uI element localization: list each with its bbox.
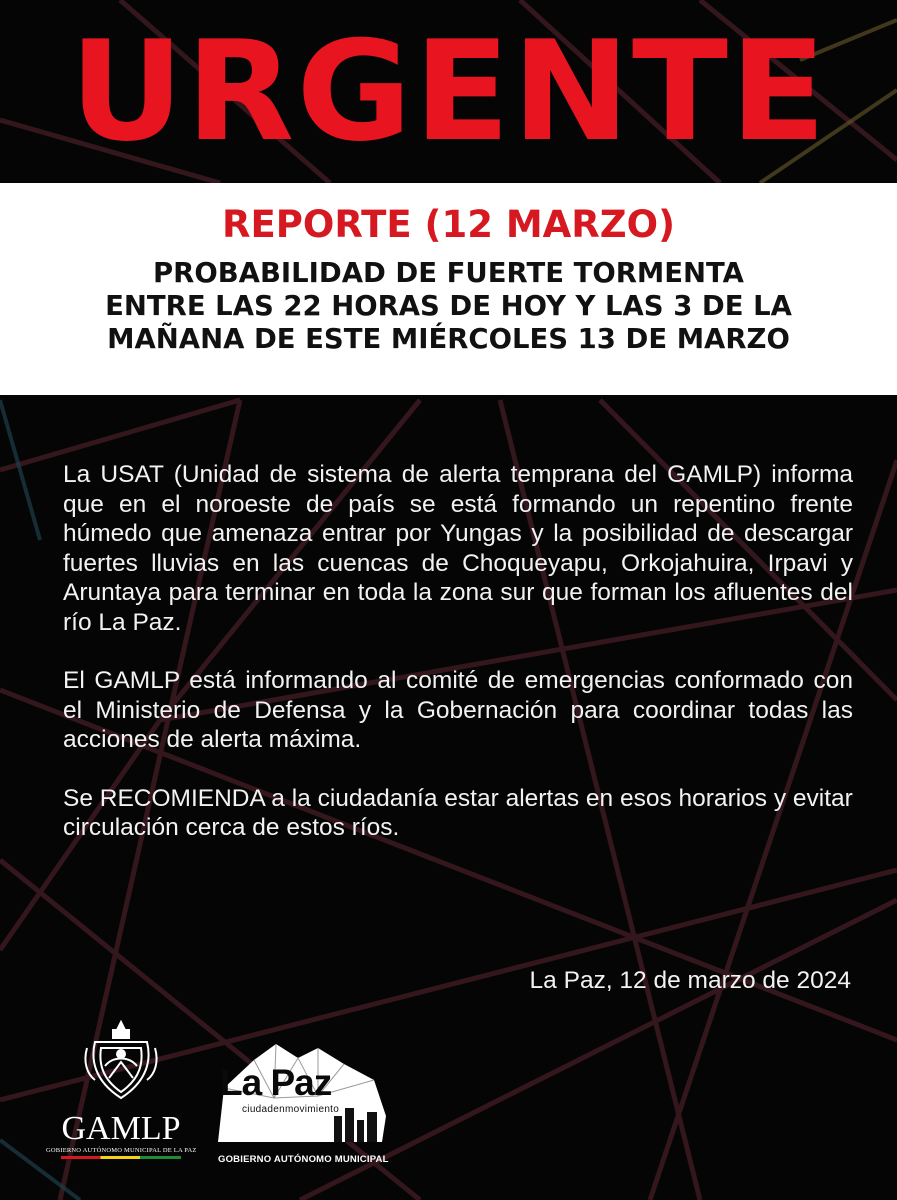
headline-line: PROBABILIDAD DE FUERTE TORMENTA	[153, 257, 744, 289]
gamlp-subtitle: GOBIERNO AUTÓNOMO MUNICIPAL DE LA PAZ	[46, 1147, 197, 1154]
gamlp-logo	[46, 1018, 196, 1178]
date-line: La Paz, 12 de marzo de 2024	[529, 967, 851, 994]
coat-of-arms-icon	[81, 1018, 161, 1104]
la-paz-logo	[214, 1038, 390, 1168]
report-title: REPORTE (12 MARZO)	[222, 203, 675, 246]
headline-line: ENTRE LAS 22 HORAS DE HOY Y LAS 3 DE LA	[105, 290, 792, 322]
paragraph-usat-alert: La USAT (Unidad de sistema de alerta temprana del GAMLP) informa que en el noroeste de país se está formando un repentino frente húmedo que amenaza entrar por Yungas y la posibilidad de descargar fuertes lluvias en las cuencas de Choqueyapu, Orkojahuira, Irpavi y Aruntaya para terminar en toda la zona sur que forman los afluentes del río La Paz.	[63, 461, 853, 636]
storm-headline	[19, 257, 879, 356]
paragraph-emergency-committee: El GAMLP está informando al comité de emergencias conformado con el Ministerio de Defensa y la Gobernación para coordinar todas las acciones de alerta máxima.	[63, 667, 853, 753]
urgent-header	[0, 0, 897, 183]
la-paz-government: GOBIERNO AUTÓNOMO MUNICIPAL	[218, 1154, 389, 1165]
urgent-title: URGENTE	[69, 10, 828, 172]
flag-stripe	[61, 1156, 181, 1159]
la-paz-tagline: ciudadenmovimiento	[242, 1104, 340, 1115]
announcement-body	[63, 460, 853, 872]
gamlp-name: GAMLP	[61, 1110, 181, 1147]
report-band	[0, 183, 897, 395]
paragraph-recommendation: Se RECOMIENDA a la ciudadanía estar alertas en esos horarios y evitar circulación cerca de estos ríos.	[63, 784, 853, 841]
headline-line: MAÑANA DE ESTE MIÉRCOLES 13 DE MARZO	[107, 323, 790, 355]
la-paz-wordmark: La Paz	[220, 1062, 332, 1103]
